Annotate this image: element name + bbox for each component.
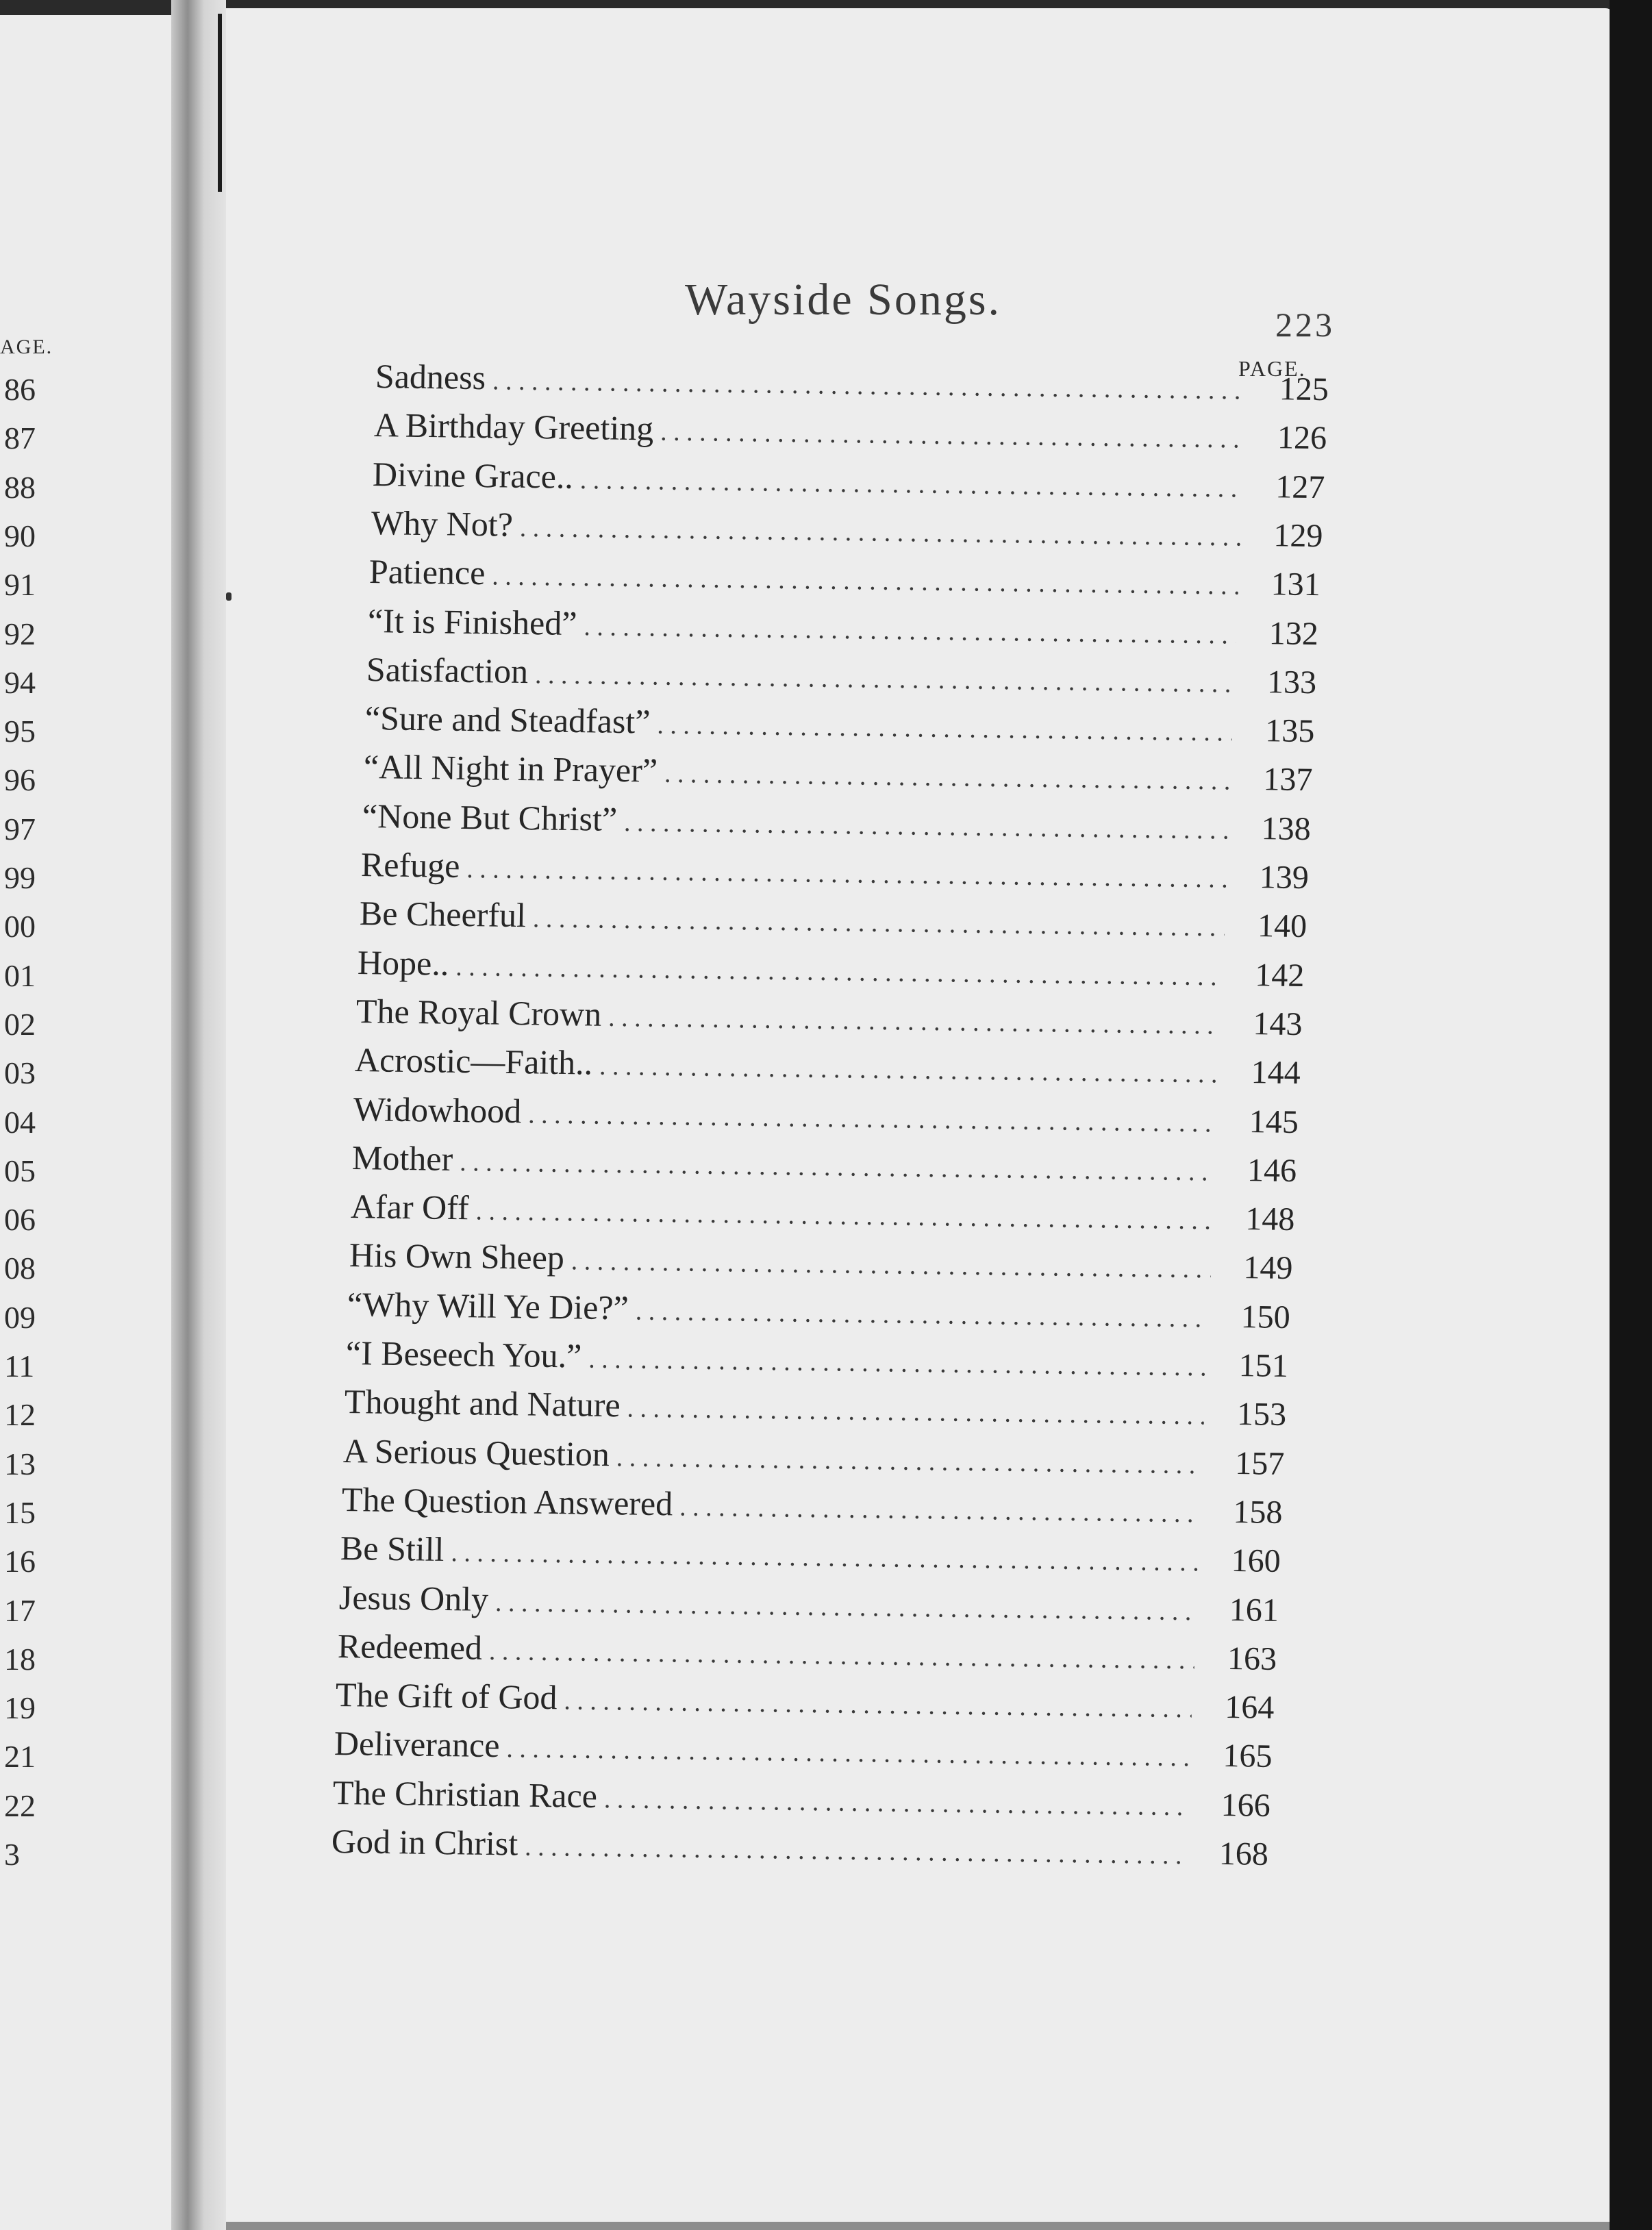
dot-leader <box>624 807 1229 846</box>
toc-entry-page: 137 <box>1263 761 1313 799</box>
toc-entry <box>340 1528 1280 1581</box>
toc-entry <box>358 942 1305 996</box>
toc-entry <box>336 1675 1275 1728</box>
toc-entry-page: 145 <box>1249 1103 1299 1140</box>
left-page-number: 91 <box>4 567 36 603</box>
toc-entry-title: “I Beseech You.” <box>345 1333 583 1375</box>
toc-entry <box>355 1040 1301 1093</box>
left-page-number: 92 <box>4 616 36 651</box>
toc-entry <box>365 698 1315 751</box>
left-page-number: 02 <box>4 1006 36 1042</box>
left-page-number: 16 <box>4 1544 36 1579</box>
dot-leader <box>627 1394 1204 1431</box>
dot-leader <box>579 465 1242 504</box>
toc-entry <box>366 649 1317 703</box>
toc-entry <box>331 1821 1269 1875</box>
dot-leader <box>475 1196 1212 1236</box>
toc-entry-page: 146 <box>1247 1151 1297 1189</box>
left-page-number: 21 <box>4 1739 36 1775</box>
dot-leader <box>604 1784 1188 1822</box>
toc-entry-page: 158 <box>1233 1493 1283 1531</box>
toc-entry-title: Hope.. <box>358 942 450 983</box>
toc-entry-title: Sadness <box>375 357 486 397</box>
toc-entry-page: 148 <box>1244 1201 1295 1238</box>
toc-entry-page: 127 <box>1275 468 1325 505</box>
left-page-number: 13 <box>4 1446 36 1481</box>
toc-entry <box>347 1284 1290 1338</box>
toc-entry-title: A Serious Question <box>342 1431 610 1473</box>
toc-entry-title: Be Cheerful <box>359 894 526 935</box>
dot-leader <box>519 513 1240 553</box>
dot-leader <box>608 1003 1221 1041</box>
toc-entry-title: Redeemed <box>337 1626 482 1667</box>
toc-entry-title: Deliverance <box>334 1724 501 1765</box>
dot-leader <box>535 660 1235 699</box>
dot-leader <box>455 951 1223 992</box>
toc-entry-title: The Christian Race <box>332 1772 598 1815</box>
dot-leader <box>588 1344 1206 1383</box>
left-page-number: 15 <box>4 1494 36 1530</box>
dot-leader <box>599 1051 1218 1090</box>
left-page-number: 12 <box>4 1397 36 1433</box>
dot-leader <box>488 1636 1194 1675</box>
toc-entry <box>338 1577 1279 1631</box>
left-page-number: 19 <box>4 1690 36 1726</box>
toc-entry-page: 151 <box>1238 1347 1289 1385</box>
toc-entry-title: God in Christ <box>331 1822 518 1863</box>
toc-entry <box>359 893 1307 947</box>
left-page-number: 97 <box>4 811 36 847</box>
toc-entry <box>368 601 1319 654</box>
left-page-number: 17 <box>4 1592 36 1628</box>
toc-entry-page: 161 <box>1229 1591 1279 1629</box>
toc-entry-page: 126 <box>1277 419 1327 457</box>
toc-entry-title: His Own Sheep <box>349 1236 564 1277</box>
toc-entry-page: 144 <box>1251 1054 1301 1092</box>
dot-leader <box>636 1296 1208 1333</box>
dot-leader <box>492 562 1238 601</box>
left-page-number: 09 <box>4 1299 36 1335</box>
toc-entry-page: 142 <box>1255 956 1305 994</box>
toc-entry-title: Satisfaction <box>366 649 529 690</box>
dot-leader <box>571 1246 1210 1285</box>
running-title: Wayside Songs. <box>685 275 1002 325</box>
dot-leader <box>657 710 1232 748</box>
toc-entry-page: 165 <box>1223 1738 1273 1775</box>
toc-entry-page: 138 <box>1261 810 1311 847</box>
dot-leader <box>660 417 1244 455</box>
left-page-number: 05 <box>4 1153 36 1188</box>
toc-entry <box>337 1626 1277 1679</box>
toc-entry-page: 160 <box>1231 1542 1281 1580</box>
left-page-number: 00 <box>4 909 36 944</box>
left-page-number: 3 <box>4 1837 20 1872</box>
toc-entry-title: Be Still <box>340 1529 445 1569</box>
toc-entry <box>364 747 1313 800</box>
dot-leader <box>532 904 1225 943</box>
toc-entry <box>349 1235 1292 1288</box>
dot-leader <box>495 1587 1196 1626</box>
toc-entry <box>333 1772 1271 1826</box>
toc-entry-title: “Sure and Steadfast” <box>364 699 651 741</box>
toc-entry <box>345 1381 1287 1435</box>
left-page-column-heading: AGE. <box>0 336 53 358</box>
left-page-number: 11 <box>4 1349 35 1383</box>
left-page-number: 04 <box>4 1104 36 1140</box>
dot-leader <box>525 1832 1186 1871</box>
toc-entry-title: Why Not? <box>371 503 513 544</box>
left-page-number: 95 <box>4 714 36 749</box>
dot-leader <box>460 1147 1214 1187</box>
toc-entry-title: Acrostic—Faith.. <box>354 1040 593 1082</box>
toc-entry <box>334 1723 1273 1777</box>
toc-entry-page: 149 <box>1242 1249 1293 1287</box>
dot-leader <box>664 759 1231 797</box>
left-page-number: 08 <box>4 1251 36 1286</box>
dot-leader <box>466 854 1227 894</box>
toc-entry-title: “It is Finished” <box>367 601 578 642</box>
dot-leader <box>679 1492 1201 1529</box>
toc-entry <box>350 1186 1294 1240</box>
left-page-number: 87 <box>4 421 36 456</box>
toc-entry <box>375 356 1329 410</box>
left-page-number: 88 <box>4 469 36 505</box>
left-page-number: 99 <box>4 860 36 895</box>
toc-entry-page: 164 <box>1225 1689 1275 1727</box>
toc-entry-page: 135 <box>1264 712 1315 750</box>
dot-leader <box>506 1734 1190 1773</box>
dot-leader <box>616 1442 1203 1480</box>
toc-entry <box>353 1089 1299 1142</box>
toc-entry-page: 157 <box>1234 1444 1285 1482</box>
dot-leader <box>528 1099 1216 1138</box>
toc-entry-page: 143 <box>1253 1005 1303 1042</box>
scan-right-edge <box>1610 0 1652 2230</box>
left-page-number: 06 <box>4 1202 36 1238</box>
left-page-number: 96 <box>4 762 36 798</box>
toc-entry <box>373 405 1327 458</box>
left-page-number: 86 <box>4 372 36 407</box>
toc-entry <box>356 991 1303 1044</box>
toc-entry-page: 139 <box>1259 859 1309 897</box>
dot-leader <box>564 1686 1192 1724</box>
toc-entry-page: 150 <box>1240 1298 1291 1336</box>
toc-entry <box>343 1431 1285 1484</box>
dot-leader <box>584 612 1236 650</box>
toc-entry-page: 140 <box>1257 907 1307 945</box>
left-page-number: 22 <box>4 1788 36 1823</box>
left-page-number: 01 <box>4 957 36 993</box>
toc-entry <box>369 551 1321 605</box>
toc-entry-page: 163 <box>1227 1640 1277 1677</box>
toc-entry-title: Widowhood <box>353 1089 522 1130</box>
toc-entry <box>351 1138 1297 1191</box>
toc-entry-page: 168 <box>1218 1835 1269 1872</box>
toc-entry <box>362 796 1310 849</box>
page-column-heading: PAGE. <box>1238 356 1306 381</box>
toc-entry-title: Afar Off <box>350 1187 469 1227</box>
left-page-number: 03 <box>4 1055 36 1091</box>
toc-entry-title: Mother <box>351 1138 453 1178</box>
toc-entry-title: The Question Answered <box>341 1479 673 1523</box>
toc-entry-page: 133 <box>1266 664 1317 701</box>
dot-leader <box>451 1538 1199 1577</box>
toc-entry-title: A Birthday Greeting <box>373 405 654 448</box>
toc-entry-page: 153 <box>1236 1396 1287 1433</box>
toc-entry-title: Divine Grace.. <box>372 454 573 496</box>
toc-entry-page: 125 <box>1279 371 1329 408</box>
toc-entry-page: 132 <box>1268 614 1319 652</box>
toc-entry-page: 131 <box>1271 566 1321 603</box>
dot-leader <box>492 366 1247 405</box>
toc-entry-title: Refuge <box>360 845 460 885</box>
toc-entry <box>371 503 1323 556</box>
toc-entry <box>372 454 1325 508</box>
toc-entry-title: The Gift of God <box>336 1675 558 1717</box>
toc-entry-page: 129 <box>1273 517 1323 555</box>
left-page-number: 94 <box>4 664 36 700</box>
page-number: 223 <box>1275 305 1335 344</box>
toc-entry-title: Patience <box>369 552 486 592</box>
toc-entry <box>360 844 1309 898</box>
toc-entry-title: The Royal Crown <box>355 991 602 1033</box>
toc-entry-title: “None But Christ” <box>362 796 618 838</box>
toc-entry <box>342 1479 1283 1533</box>
left-page-number: 18 <box>4 1641 36 1677</box>
toc-entry-title: “Why Will Ye Die?” <box>347 1284 629 1327</box>
left-page-number: 90 <box>4 518 36 553</box>
toc-entry-page: 166 <box>1221 1786 1271 1824</box>
toc-entry-title: “All Night in Prayer” <box>363 747 658 790</box>
toc-entry-title: Thought and Nature <box>344 1382 621 1425</box>
toc-entry-title: Jesus Only <box>338 1577 489 1618</box>
toc-entry <box>346 1333 1289 1386</box>
